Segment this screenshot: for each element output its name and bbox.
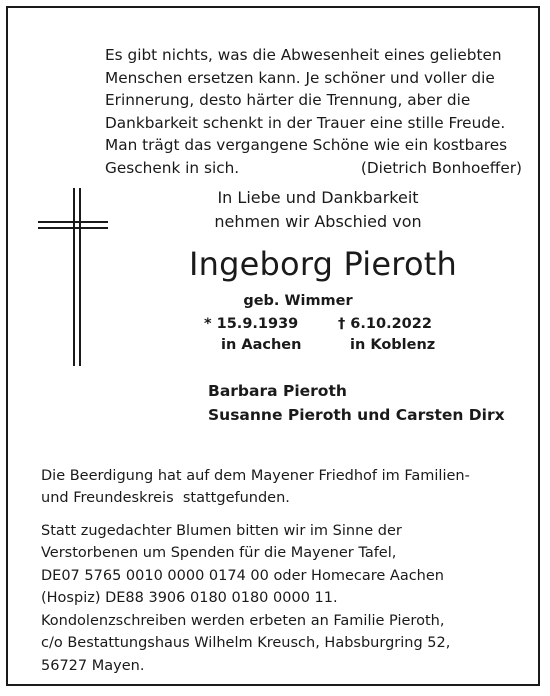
quote-line: Es gibt nichts, was die Abwesenheit eines geliebten — [105, 46, 502, 64]
notice-line: 56727 Mayen. — [41, 657, 145, 674]
double-line-cross-icon — [36, 188, 110, 366]
notice-line: c/o Bestattungshaus Wilhelm Kreusch, Habsburgring 52, — [41, 635, 451, 652]
notice-line: DE07 5765 0010 0000 0174 00 oder Homecare Aachen — [41, 567, 444, 584]
condolence-notice — [41, 610, 450, 677]
notice-line: Kondolenzschreiben werden erbeten an Familie Pieroth, — [41, 613, 445, 629]
intro-line: nehmen wir Abschied von — [214, 212, 422, 231]
deceased-name: Ingeborg Pieroth — [189, 245, 457, 283]
cross-horizontal-bar — [38, 227, 108, 229]
notice-line: und Freundeskreis stattgefunden. — [41, 490, 290, 507]
cross-horizontal-bar — [38, 221, 108, 223]
quote-line: Man trägt das vergangene Schöne wie ein kostbares — [105, 136, 508, 154]
funeral-notice — [41, 465, 470, 510]
notice-line: Verstorbenen um Spenden für die Mayener Tafel, — [41, 545, 397, 562]
farewell-intro — [168, 186, 468, 234]
birth-date: * 15.9.1939 — [204, 316, 299, 332]
quote-line: Geschenk in sich. — [105, 158, 240, 177]
quote-line: Menschen ersetzen kann. Je schöner und voller die — [105, 68, 495, 87]
mourner-name: Barbara Pieroth — [208, 382, 347, 400]
obituary-frame — [6, 6, 540, 686]
birth-place: in Aachen — [221, 337, 302, 353]
quote-line: Erinnerung, desto härter die Trennung, aber die — [105, 91, 471, 109]
notice-line: Die Beerdigung hat auf dem Mayener Friedhof im Familien- — [41, 468, 470, 484]
death-date: † 6.10.2022 — [338, 316, 432, 332]
quote-author: (Dietrich Bonhoeffer) — [360, 158, 522, 177]
quote-line: Dankbarkeit schenkt in der Trauer eine stille Freude. — [105, 113, 506, 132]
quote-line-last — [105, 157, 525, 180]
death-info — [338, 314, 478, 356]
mourners-list — [208, 379, 528, 427]
donation-notice — [41, 520, 444, 609]
bonhoeffer-quote — [105, 44, 525, 179]
maiden-name: geb. Wimmer — [243, 293, 353, 309]
notice-line: (Hospiz) DE88 3906 0180 0180 0000 11. — [41, 589, 338, 606]
cross-vertical-bar — [79, 188, 81, 366]
mourner-name: Susanne Pieroth und Carsten Dirx — [208, 406, 505, 424]
birth-info — [204, 314, 344, 356]
death-place: in Koblenz — [350, 337, 436, 353]
notice-line: Statt zugedachter Blumen bitten wir im Sinne der — [41, 523, 402, 539]
intro-line: In Liebe und Dankbarkeit — [217, 188, 419, 207]
cross-vertical-bar — [73, 188, 75, 366]
